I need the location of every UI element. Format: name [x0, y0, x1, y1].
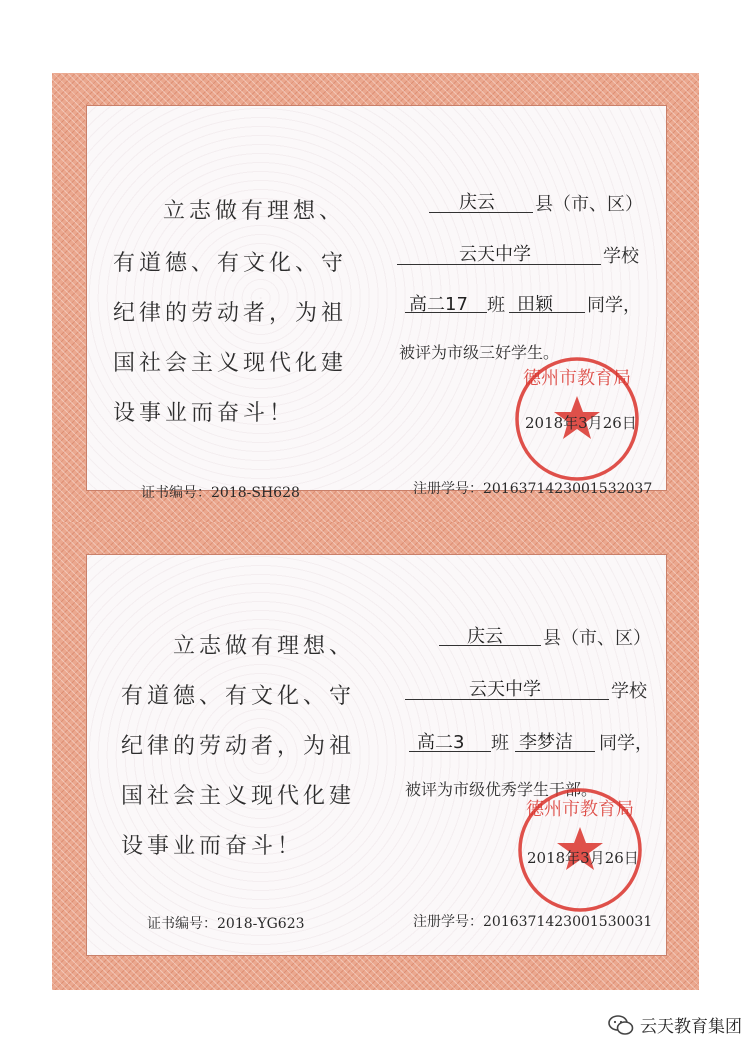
school-value: 云天中学	[459, 244, 531, 265]
motto-line-4: 国社会主义现代化建	[113, 351, 348, 376]
registration-number: 注册学号：2016371423001530031	[413, 914, 653, 930]
certificate-number: 证书编号：2018-SH628	[141, 485, 300, 501]
school-suffix: 学校	[611, 681, 647, 702]
motto-line-5: 设事业而奋斗！	[121, 834, 304, 859]
motto-line-5: 设事业而奋斗！	[113, 401, 296, 426]
county-value: 庆云	[467, 626, 503, 647]
certificate-1	[52, 73, 699, 525]
class-value: 高二17	[409, 294, 468, 315]
class-value: 高二3	[417, 732, 465, 753]
motto-line-2: 有道德、有文化、守	[113, 251, 348, 276]
certificate-1-body	[86, 105, 667, 501]
motto-line-3: 纪律的劳动者，为祖	[121, 734, 356, 759]
motto-line-1: 立志做有理想、	[163, 199, 346, 224]
student-suffix: 同学，	[587, 295, 641, 316]
county-suffix: 县（市、区）	[535, 194, 643, 215]
wechat-account-label	[608, 1012, 742, 1037]
student-name: 田颖	[517, 294, 553, 315]
registration-number: 注册学号：2016371423001532037	[413, 481, 653, 497]
award-text: 被评为市级优秀学生干部。	[405, 780, 598, 799]
motto-line-4: 国社会主义现代化建	[121, 784, 356, 809]
certificate-2	[52, 522, 699, 990]
student-suffix: 同学，	[599, 733, 653, 754]
school-suffix: 学校	[603, 246, 639, 267]
seal-text: 德州市教育局	[526, 799, 634, 820]
class-word: 班	[491, 733, 509, 754]
wechat-icon	[608, 1014, 634, 1036]
award-text: 被评为市级三好学生。	[399, 343, 560, 362]
wechat-account-name: 云天教育集团	[640, 1017, 742, 1037]
county-suffix: 县（市、区）	[543, 628, 651, 649]
issue-date: 2018年3月26日	[525, 414, 637, 432]
motto-line-3: 纪律的劳动者，为祖	[113, 301, 348, 326]
student-name: 李梦洁	[519, 732, 573, 753]
motto-line-1: 立志做有理想、	[173, 634, 356, 659]
seal-text: 德州市教育局	[523, 368, 631, 389]
issue-date: 2018年3月26日	[527, 849, 639, 867]
county-value: 庆云	[459, 192, 495, 213]
certificate-2-body	[86, 554, 667, 956]
certificate-number: 证书编号：2018-YG623	[147, 916, 305, 932]
class-word: 班	[487, 295, 505, 316]
school-value: 云天中学	[469, 679, 541, 700]
motto-line-2: 有道德、有文化、守	[121, 684, 356, 709]
